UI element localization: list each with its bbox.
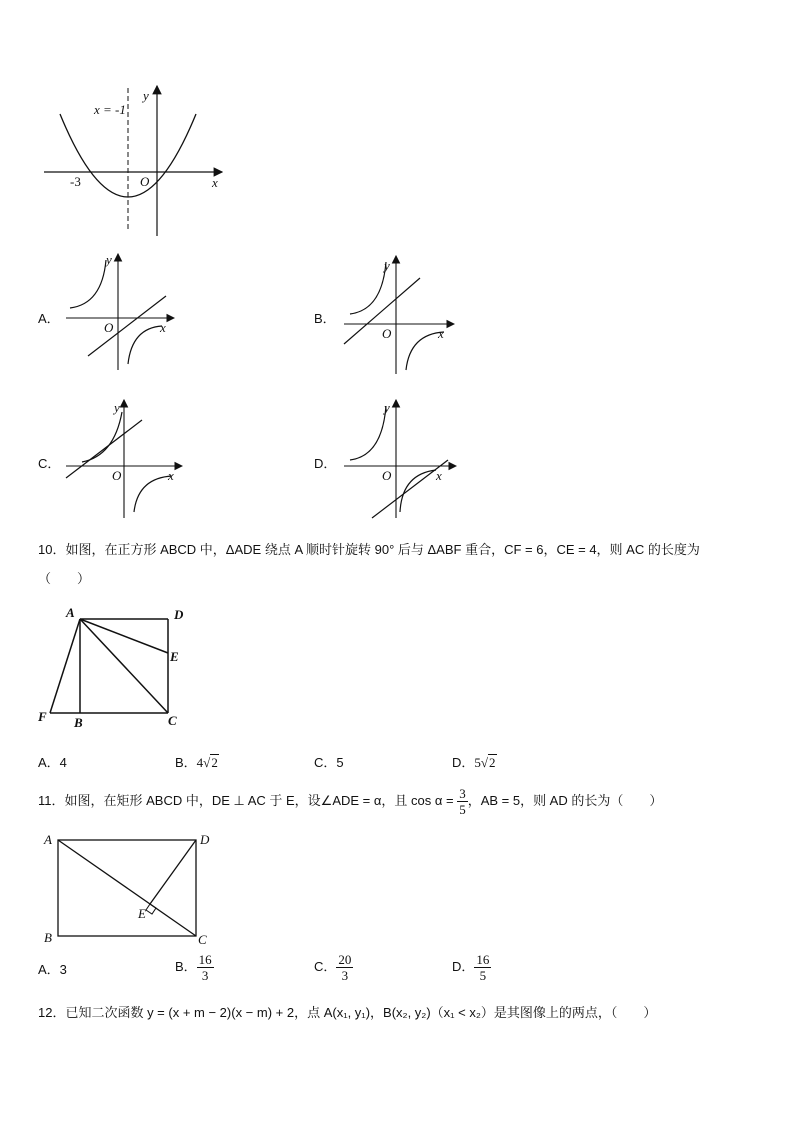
segment-de [150, 840, 196, 904]
symmetry-axis-label: x = -1 [94, 102, 126, 117]
sqrt-expression: 4√2 [196, 755, 218, 770]
q9-option-d-graph[interactable] [340, 398, 470, 523]
svg-text:y: y [114, 400, 120, 415]
hyperbola-branch-upper [82, 412, 122, 462]
diagonal-ac [80, 619, 168, 713]
q11-option-b[interactable]: B． $\frac{16}{3}$ [175, 952, 212, 983]
svg-text:E: E [138, 906, 146, 921]
q10-option-b[interactable]: B．4√2 [175, 755, 218, 770]
q9-option-d-label[interactable]: D． [314, 456, 337, 471]
linear-function-line [66, 420, 142, 478]
svg-text:B: B [44, 930, 52, 945]
q10-question-text: 10．如图，在正方形 ABCD 中，ΔADE 绕点 A 顺时针旋转 90° 后与 ΔABF 重合，CF = 6，CE = 4，则 AC 的长度为 [38, 542, 700, 557]
q11-option-c[interactable]: C． $\frac{20}{3}$ [314, 952, 352, 983]
svg-text:O: O [382, 468, 392, 483]
q10-option-d[interactable]: D．5√2 [452, 755, 496, 770]
svg-text:O: O [112, 468, 122, 483]
svg-text:D: D [200, 832, 210, 847]
hyperbola-branch-lower [134, 476, 172, 512]
hyperbola-branch-lower [128, 326, 162, 364]
q9-option-b-label[interactable]: B． [314, 311, 336, 326]
svg-text:A: A [66, 605, 75, 620]
svg-text:C: C [168, 713, 177, 728]
svg-text:F: F [38, 709, 47, 724]
q9-option-a-graph[interactable] [62, 252, 192, 372]
q10-option-a[interactable]: A．4 [38, 755, 67, 770]
y-axis-label: y [143, 88, 149, 103]
svg-text:x: x [436, 468, 442, 483]
segment-af [50, 619, 80, 713]
right-angle-mark [146, 904, 156, 914]
svg-text:y: y [106, 252, 112, 267]
hyperbola-branch-upper [70, 260, 106, 308]
parabola-graph [40, 80, 240, 240]
q11-option-d[interactable]: D． $\frac{16}{5}$ [452, 952, 490, 983]
q11-rectangle-figure [40, 830, 225, 950]
q9-option-b-graph[interactable] [340, 254, 470, 384]
q9-option-c-label[interactable]: C． [38, 456, 61, 471]
root-label: -3 [70, 174, 81, 189]
q11-question-text: 11．如图，在矩形 ABCD 中，DE ⊥ AC 于 E，设∠ADE = α，且 cos α = $\frac{3}{5}$ ，AB = 5，则 AD 的长为（ ） [38, 786, 663, 817]
svg-text:A: A [44, 832, 52, 847]
q10-option-c[interactable]: C．5 [314, 755, 344, 770]
svg-text:E: E [170, 649, 179, 664]
diagonal-ac [58, 840, 196, 936]
linear-function-line [88, 296, 166, 356]
q12-question-text: 12．已知二次函数 y = (x + m − 2)(x − m) + 2，点 A(x₁, y₁)，B(x₂, y₂)（x₁ < x₂）是其图像上的两点，（ ） [38, 1005, 657, 1020]
svg-text:O: O [104, 320, 114, 335]
sqrt-expression: 5√2 [474, 755, 496, 770]
svg-text:x: x [438, 326, 444, 341]
q10-answer-blank: （ ） [38, 571, 91, 586]
cos-fraction: $\frac{3}{5}$ [459, 786, 466, 817]
svg-text:C: C [198, 932, 207, 947]
svg-text:x: x [168, 468, 174, 483]
q10-square-figure [34, 605, 204, 730]
origin-label: O [140, 174, 150, 189]
q11-option-a[interactable]: A．3 [38, 962, 67, 977]
svg-text:D: D [174, 607, 184, 622]
hyperbola-branch-lower [400, 470, 436, 512]
x-axis-label: x [212, 175, 218, 190]
q9-option-a-label[interactable]: A． [38, 311, 60, 326]
svg-text:y: y [384, 400, 390, 415]
svg-text:x: x [160, 320, 166, 335]
q9-option-c-graph[interactable] [62, 398, 192, 523]
hyperbola-branch-upper [350, 406, 386, 460]
svg-text:y: y [384, 258, 390, 273]
hyperbola-branch-upper [350, 262, 386, 314]
svg-text:O: O [382, 326, 392, 341]
segment-ae [80, 619, 168, 653]
svg-text:B: B [74, 715, 83, 730]
